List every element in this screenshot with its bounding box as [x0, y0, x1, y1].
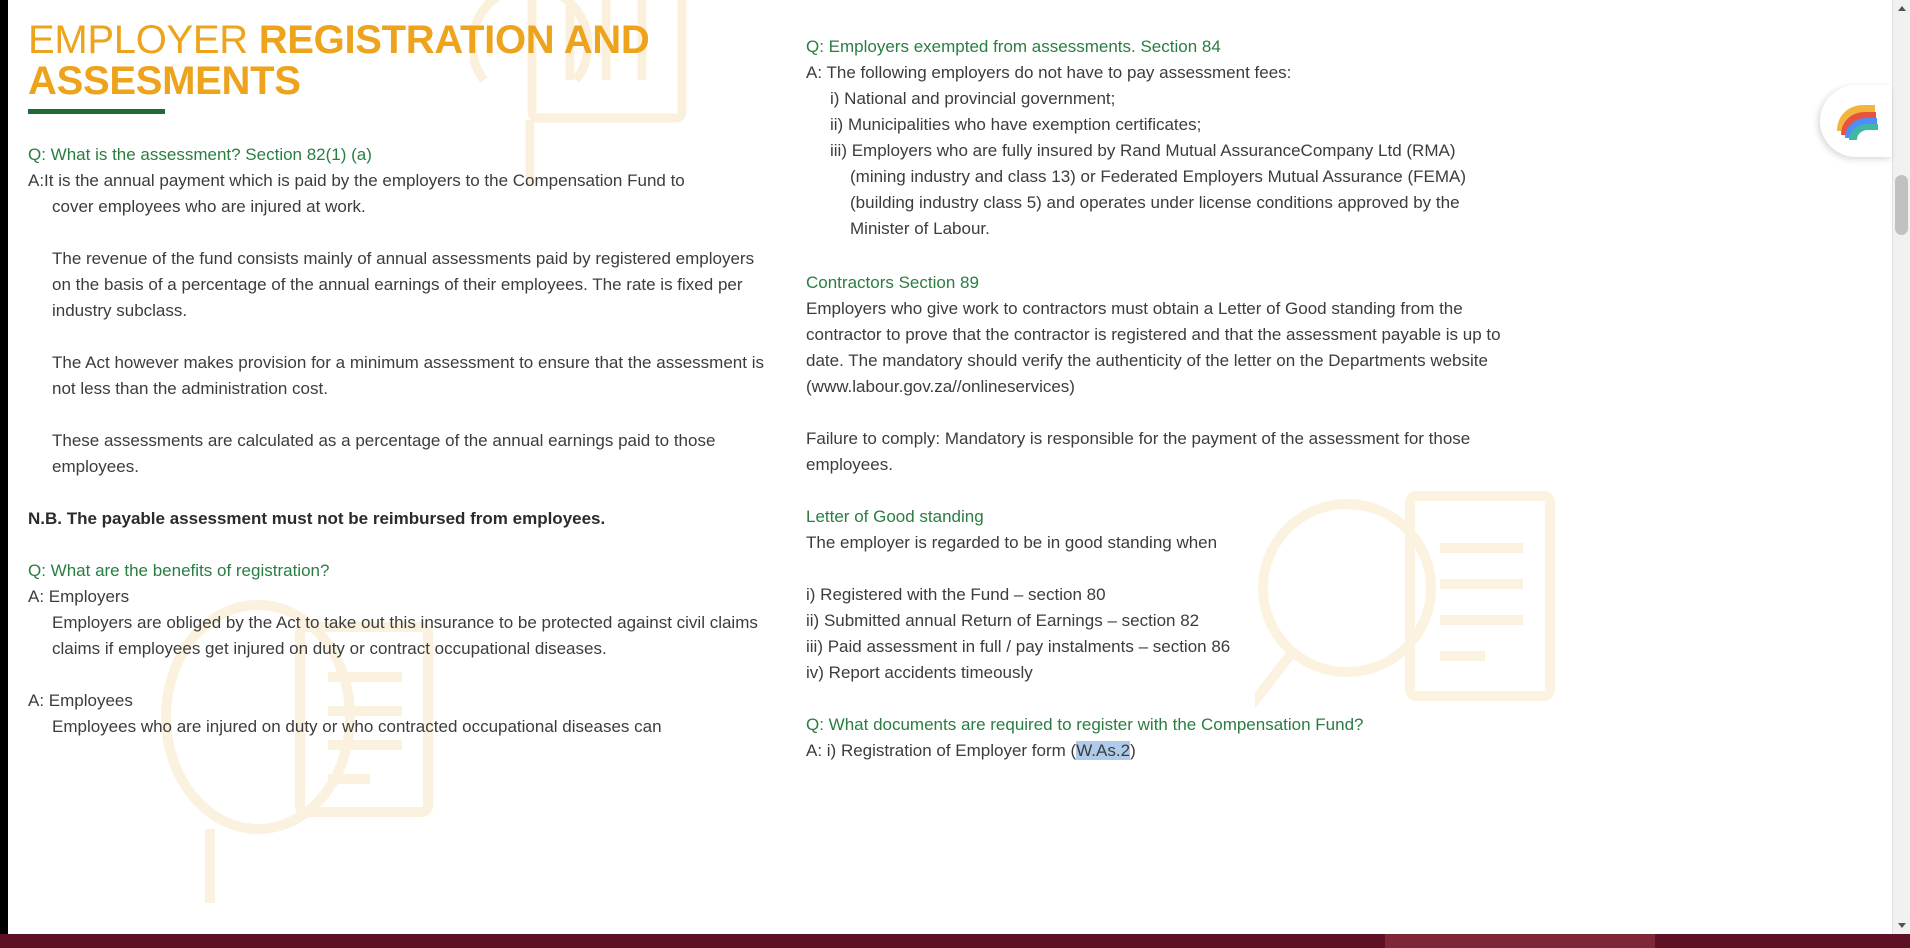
note-no-reimbursement: N.B. The payable assessment must not be reimbursed from employees. — [28, 509, 606, 528]
app-logo-icon — [1833, 101, 1879, 141]
bottom-status-bar — [0, 934, 1910, 948]
answer-documents-suffix: ) — [1130, 741, 1136, 760]
exempt-item-ii: ii) Municipalities who have exemption certificates; — [830, 115, 1202, 134]
answer-exempted-intro: A: The following employers do not have to pay assessment fees: — [806, 63, 1292, 82]
answer-assessment-line2: cover employees who are injured at work. — [52, 197, 366, 216]
chevron-down-icon — [1898, 923, 1906, 928]
answer-employers-label: A: Employers — [28, 587, 130, 606]
paragraph-minimum-assessment: The Act however makes provision for a minimum assessment to ensure that the assessment is not less than the administration cost. — [52, 353, 764, 398]
answer-employers-body: Employers are obliged by the Act to take out this insurance to be protected against civil claims claims if employees get injured on duty or contract occupational diseases. — [52, 613, 758, 658]
answer-required-documents — [806, 738, 1536, 764]
exempt-item-iii-line1: iii) Employers who are fully insured by Rand Mutual AssuranceCompany Ltd (RMA) — [830, 141, 1456, 160]
standing-item-iv: iv) Report accidents timeously — [806, 663, 1033, 682]
page-title — [28, 20, 764, 102]
paragraph-contractors: Employers who give work to contractors must obtain a Letter of Good standing from the contractor to prove that the contractor is registered and that the assessment payable is up to date. The mandatory should verify the authenticity of the letter on the Departments website (www.labour.gov.za//onlineservices) — [806, 299, 1501, 396]
answer-documents-prefix: A: i) Registration of Employer form ( — [806, 741, 1077, 760]
chevron-up-icon — [1898, 6, 1906, 11]
page-title-bold: REGISTRATION AND ASSESMENTS — [28, 18, 650, 103]
standing-item-i: i) Registered with the Fund – section 80 — [806, 585, 1106, 604]
standing-item-iii: iii) Paid assessment in full / pay instalments – section 86 — [806, 637, 1231, 656]
exempt-item-i: i) National and provincial government; — [830, 89, 1116, 108]
question-benefits-of-registration: Q: What are the benefits of registration? — [28, 561, 330, 580]
selected-text-was2[interactable]: W.As.2 — [1076, 741, 1131, 760]
paragraph-fund-revenue: The revenue of the fund consists mainly of annual assessments paid by registered employers on the basis of a percentage of the annual earnings of their employees. The rate is fixed per industry subclass. — [52, 249, 755, 320]
paragraph-assessment-calculation: These assessments are calculated as a percentage of the annual earnings paid to those employees. — [52, 431, 716, 476]
heading-contractors-section-89: Contractors Section 89 — [806, 273, 979, 292]
bottom-bar-accent-segment — [1385, 934, 1655, 948]
app-logo-badge[interactable] — [1820, 85, 1892, 157]
answer-assessment-line1: A:It is the annual payment which is paid by the employers to the Compensation Fund to — [28, 171, 685, 190]
exempt-item-iii-line4: Minister of Labour. — [850, 219, 990, 238]
exempt-item-iii-line2: (mining industry and class 13) or Federated Employers Mutual Assurance (FEMA) — [850, 167, 1467, 186]
paragraph-failure-to-comply: Failure to comply: Mandatory is responsible for the payment of the assessment for those employees. — [806, 429, 1471, 474]
scrollbar-up-button[interactable] — [1893, 0, 1910, 17]
vertical-scrollbar[interactable] — [1892, 0, 1910, 948]
standing-item-ii: ii) Submitted annual Return of Earnings – section 82 — [806, 611, 1200, 630]
scrollbar-thumb[interactable] — [1895, 175, 1908, 235]
heading-letter-of-good-standing: Letter of Good standing — [806, 507, 984, 526]
question-required-documents: Q: What documents are required to register with the Compensation Fund? — [806, 715, 1364, 734]
right-column — [806, 34, 1536, 764]
question-exempted-employers: Q: Employers exempted from assessments. Section 84 — [806, 37, 1221, 56]
left-column — [28, 20, 764, 740]
exempt-item-iii-line3: (building industry class 5) and operates under license conditions approved by the — [850, 193, 1460, 212]
question-what-is-assessment: Q: What is the assessment? Section 82(1) (a) — [28, 145, 372, 164]
answer-employees-body: Employees who are injured on duty or who contracted occupational diseases can — [52, 717, 662, 736]
scrollbar-down-button[interactable] — [1893, 917, 1910, 934]
answer-employees-label: A: Employees — [28, 691, 133, 710]
paragraph-good-standing-intro: The employer is regarded to be in good standing when — [806, 533, 1218, 552]
page-title-light: EMPLOYER — [28, 18, 259, 62]
